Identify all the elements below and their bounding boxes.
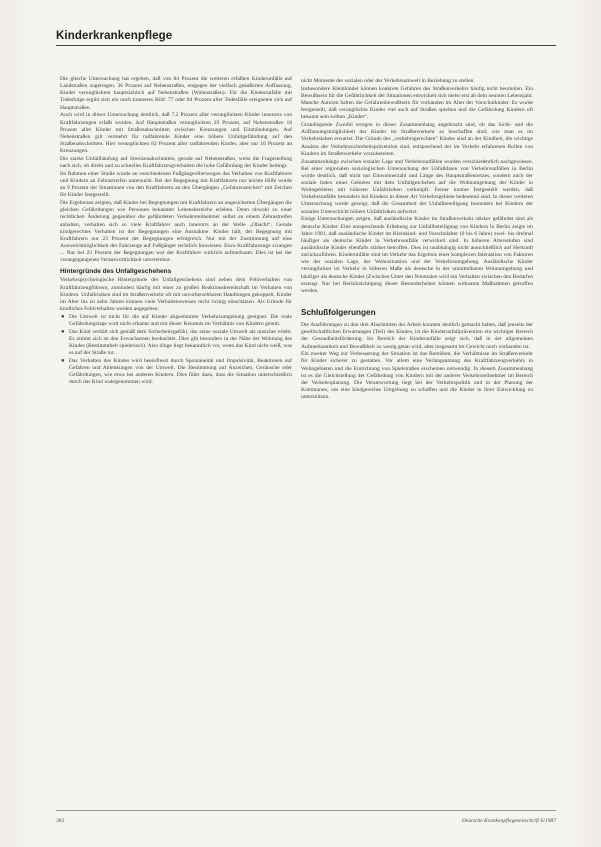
- list-item: [61, 328, 292, 358]
- paragraph: Verkehrspsychologische Hintergründe des Unfallgeschehens sind neben dem Fehlverhalten von Kraftfahrzeugführern, zumindest häufig mit einer zu großen Reaktionsbereitschaft im Verhalten von Kindern. Unfallrisiken sind im Straßenverkehr oft mit unvorhersehbaren Handlungen gekoppelt. Kinder im Alter bis zu zehn Jahren können viele Verhaltensweisen nicht richtig einschätzen. Als Gründe für kindliches Fehlverhalten werden angegeben:: [60, 277, 292, 313]
- paragraph: Im Rahmen einer Studie wurde an verschiedenen Fußgängerüberwegen das Verhalten von Kraftfahrern und Kindern an Zebrastreifen untersucht. Bei der Begegnung mit Kraftfahrern nur leichte Hilfe wurde an 9 Prozent der Situationen von den Kraftfahrern an den Übergängen „Gefahrenzeichen“ mit Zeichen für Kinder festgestellt.: [60, 170, 292, 199]
- paragraph: Die Ausführungen zu den drei Abschnitten der Arbeit konnten deutlich gemacht haben, daß jenseits der gesellschaftlichen Erwartungen (Teil) des Kindes, ist die Kinderunfallprävention ein wichtiger Bereich der Gesundheitsförderung. Im Bereich der Kinderunfälle zeigt sich, daß in der allgemeinen Aufmerksamkeit und Bewußtheit zu wenig getan wird, aber insgesamt im Gewicht noch vorhanden ist.: [301, 322, 533, 350]
- bullet-list: [60, 314, 292, 387]
- right-column: [301, 78, 533, 402]
- paragraph: Die Ergebnisse zeigten, daß Kinder bei Begegnungen mit Kraftfahrern an ungesicherten Übergängen die gleichen Gefährdungen wie Personen bekannter Lebensbereiche erleben. Denn obwohl zu einer rechtlichen Änderung gegenüber die gefährdeten Verkehrsteilnehmer selbst an einem Zebrastreifen anhalten, verhalten sich so viele Kraftfahrer auch innerorts an der Stelle „Obacht“. Gerade kindgerechtes Verhalten ist der Begegnungen eine Ausnahme. Kinder hält, der Begegnung mit Kraftfahrern nur 23 Prozent der Begegnungen erfolgreich. Nur mit der Zustimmung auf eine Ausweichmöglichkeit der Fahrzeuge auf Fußgänger rechtlich hinwiesen. Etwa Kraftfahrzeuge zwangen ... Nur bei 23 Prozent der Begegnungen war der Kraftfahrer wirklich aufmerksam. Dies ist bei der vorangegangenen Verantwortlichkeit unvereinbar.: [60, 200, 292, 264]
- paragraph: Die gleiche Untersuchung hat ergeben, daß von 84 Prozent die weiteren erfaßten Kinderunfälle auf Landstraßen zugetragen. 36 Prozent auf Nebenstraßen, entgegen der vielfach geäußerten Auffassung, Kinder verunglückten hauptsächlich auf Nebenstraßen (Wohnstraßen). Für die Kinderunfälle mit Todesfolge ergibt sich ein noch krasseres Bild: 77 oder 84 Prozent aller Todesfälle ereigneten sich auf Hauptstraßen.: [60, 76, 292, 111]
- running-header: [56, 30, 556, 46]
- list-item-text: Die Umwelt ist nicht für die auf Kinder abgestimmte Verkehrsumgebung geeignet. Die reale Gefährdungslage wird nicht erkannt und mit dieser Kenntnis im Verhältnis von Kindern geteilt.: [69, 313, 292, 327]
- list-item: [61, 357, 292, 387]
- section-heading: Schlußfolgerungen: [301, 308, 376, 318]
- paragraph: Die starke Unfallhäufung auf Streckenabschnitten, gerade auf Nebenstraßen, weist die Fragestellung nach sich, ob direkt und zu schnelles Kraftfahrzeugverhalten die hohe Gefährdung der Kinder bedingt.: [60, 155, 292, 170]
- page-footer: [56, 810, 556, 824]
- header-title: Kinderkrankenpflege: [56, 30, 173, 42]
- list-item: [61, 313, 292, 328]
- paragraph: Zusammenhänge zwischen sozialer Lage und Verkehrsunfällen wurden verschiedentlich nachgewiesen. Bei einer regionalen soziologischen Untersuchung der Unfalldaten von Verkehrsunfällen in Berlin wurde deutlich, daß nicht nur Einwohnerzahl und Länge des Hauptstraßennetzes, sondern auch der soziale Index eines Gebietes mit dem Unfallgeschehen auf die Wohnumgebung der Kinder in Wohngebieten mit höheren Unfallrisiken verknüpft. Ferner konnte festgestellt werden, daß Verkehrsunfälle besonders bei Kindern in dieser Art Verkehrsgebiete bedeutend sind. In dieser weiteren Untersuchung wurde gezeigt, daß die Gesamtheit der Unfallbeteiligung besonders bei Kindern der sozialen Unterschicht höhere Unfallrisiken aufweist.: [301, 158, 533, 215]
- paragraph: Ein zweiter Weg zur Verbesserung der Situation ist das Bemühen, die Verhältnisse im Straßenverkehr für Kinder sicherer zu gestalten. Vor allem eine Verlangsamung des Kraftfahrzeugverkehrs in Wohngebieten und die Einrichtung von Spielstraßen erscheinen notwendig. In diesem Zusammenhang ist es die Gleichstellung der Gefährdung von Kindern mit der anderer Verkehrsteilnehmer im Bereich der Verkehrsplanung. Die Verantwortung liegt bei der Verkehrspolitik und in der Planung der Kommunen, um eine kindgerechte Umgebung zu schaffen und die Kinder in ihrer Entwicklung zu unterstützen.: [301, 351, 533, 401]
- left-column: [60, 76, 292, 387]
- bullet-icon: ●: [61, 357, 65, 364]
- footer-rule: [56, 810, 556, 811]
- bullet-icon: ●: [61, 328, 65, 335]
- paragraph: Insbesondere Kleinkinder können konkrete Gefahren des Straßenverkehrs häufig nicht beurteilen. Ein Bewußtsein für die Gefährlichkeit der Situationen entwickelt sich meist erst ab dem neunten Lebensjahr. Manche Autoren halten die Gefahrenbewußtsein für vorhanden im Alter der Vorschulkinder. Es wurde festgestellt, daß verunglückte Kinder viel auch auf Straßen spielten und die Gefährdung Kindern oft bekannt sein sollten „Kinder“.: [301, 85, 533, 121]
- paragraph: nicht Momente der sozialen oder der Verkehrsumwelt in Beziehung zu stellen.: [301, 78, 475, 84]
- header-rule: [56, 45, 556, 46]
- section-heading: Hintergründe des Unfallgeschehens: [60, 268, 172, 276]
- bullet-icon: ●: [61, 313, 65, 320]
- paragraph: Auch wird in dieser Untersuchung deutlich, daß 7,2 Prozent aller verunglückten Kinder innerorts von Kraftfahrzeugen erfaßt wurden. Auf Hauptstraßen verunglückten 29 Prozent, auf Nebenstraßen 18 Prozent aller Kinder mit Straßenabschnitten zwischen Kreuzungen und Einmündungen. Auf Nebenstraßen gilt vermehrt für radfahrende Kinder eine höhere Unfallgefährdung auf den Straßenabschnitten. Hier verunglückten 82 Prozent aller radfahrenden Kinder, aber nur 16 Prozent an Kreuzungen.: [60, 112, 292, 155]
- page-number: 382: [56, 818, 65, 824]
- list-item-text: Das Verhalten des Kindes wird beeinflusst durch Spontaneität und Impulsivität, Reaktionen auf Gefahren und Ablenkungen von der Umwelt. Die Bestimmung auf Anzeichen, Geräusche oder Gefährdungen, wie etwa bei anderen Kindern. Dies führt dazu, dass die Situation unterschiedlich durch das Kind wahrgenommen wird.: [69, 357, 292, 386]
- paragraph: Grundlegende Zweifel erregen in dieser Zusammenhang angebracht sind, ob das Sicht- und die Auffassungsmöglichkeit der Kinder im Straßenverkehr so beschaffen sind, wie man es im Verkehrsleben erwartet. Die Gründe des „verkehrsgerechten“ Kindes sind an der Kindheit, die wichtige Ansätze der Verkehrssicherheitsprävention sind, entsprechend der im Verkehr erfahrenen Rollen von Kindern im Straßenverkehr vorzubereiten.: [301, 122, 533, 157]
- list-item-text: Das Kind verhält sich gemäß dem Sicherheitsgefühl, das seine soziale Umwelt als unsicher erlebt. Es nimmt sich an den Erwachsenen beobachtet. Dies gilt besonders in der Nähe der Wohnung des Kindes (Bestimmtheit spielerisch). Also dinge liegt bekanntlich vor, wenn das Kind nicht weiß, was es auf der Straße tut.: [69, 328, 292, 357]
- journal-citation: Deutsche Krankenpflegezeitschrift 6/1987: [461, 818, 556, 824]
- paragraph: Einige Untersuchungen zeigen, daß ausländische Kinder im Straßenverkehr stärker gefährdet sind als deutsche Kinder. Eine entsprechende Erhebung zur Unfallbeteiligung von Kindern in Berlin zeigte im Jahre 1981, daß ausländische Kinder im Kleinkind- und Vorschulalter (0 bis 6 Jahre) zwei- bis dreimal häufiger als deutsche Kinder in Verkehrsunfälle verwickelt sind. In höheren Altersstufen sind ausländische Kinder ebenfalls stärker betroffen. Dies ist unabhängig nicht ausschließlich auf Herkunft zurückzuführen. Kinderunfälle sind im Verkehr das Ergebnis einer komplexen Interaktion von Faktoren wie der sozialen Lage, der Wohnsituation und der Verkehrsumgebung. Ausländische Kinder verunglücken im Verkehr in höheren Maße als deutsche in der unmittelbaren Wohnumgebung und häufiger als deutsche Kinder (Zwischen Unter den Nonmalen wird ein Verhalten zwischen den Bedarfen erzeugt. Nur bei Berücksichtigung dieser Besonderheiten können wirksame Maßnahmen getroffen werden.: [301, 216, 533, 294]
